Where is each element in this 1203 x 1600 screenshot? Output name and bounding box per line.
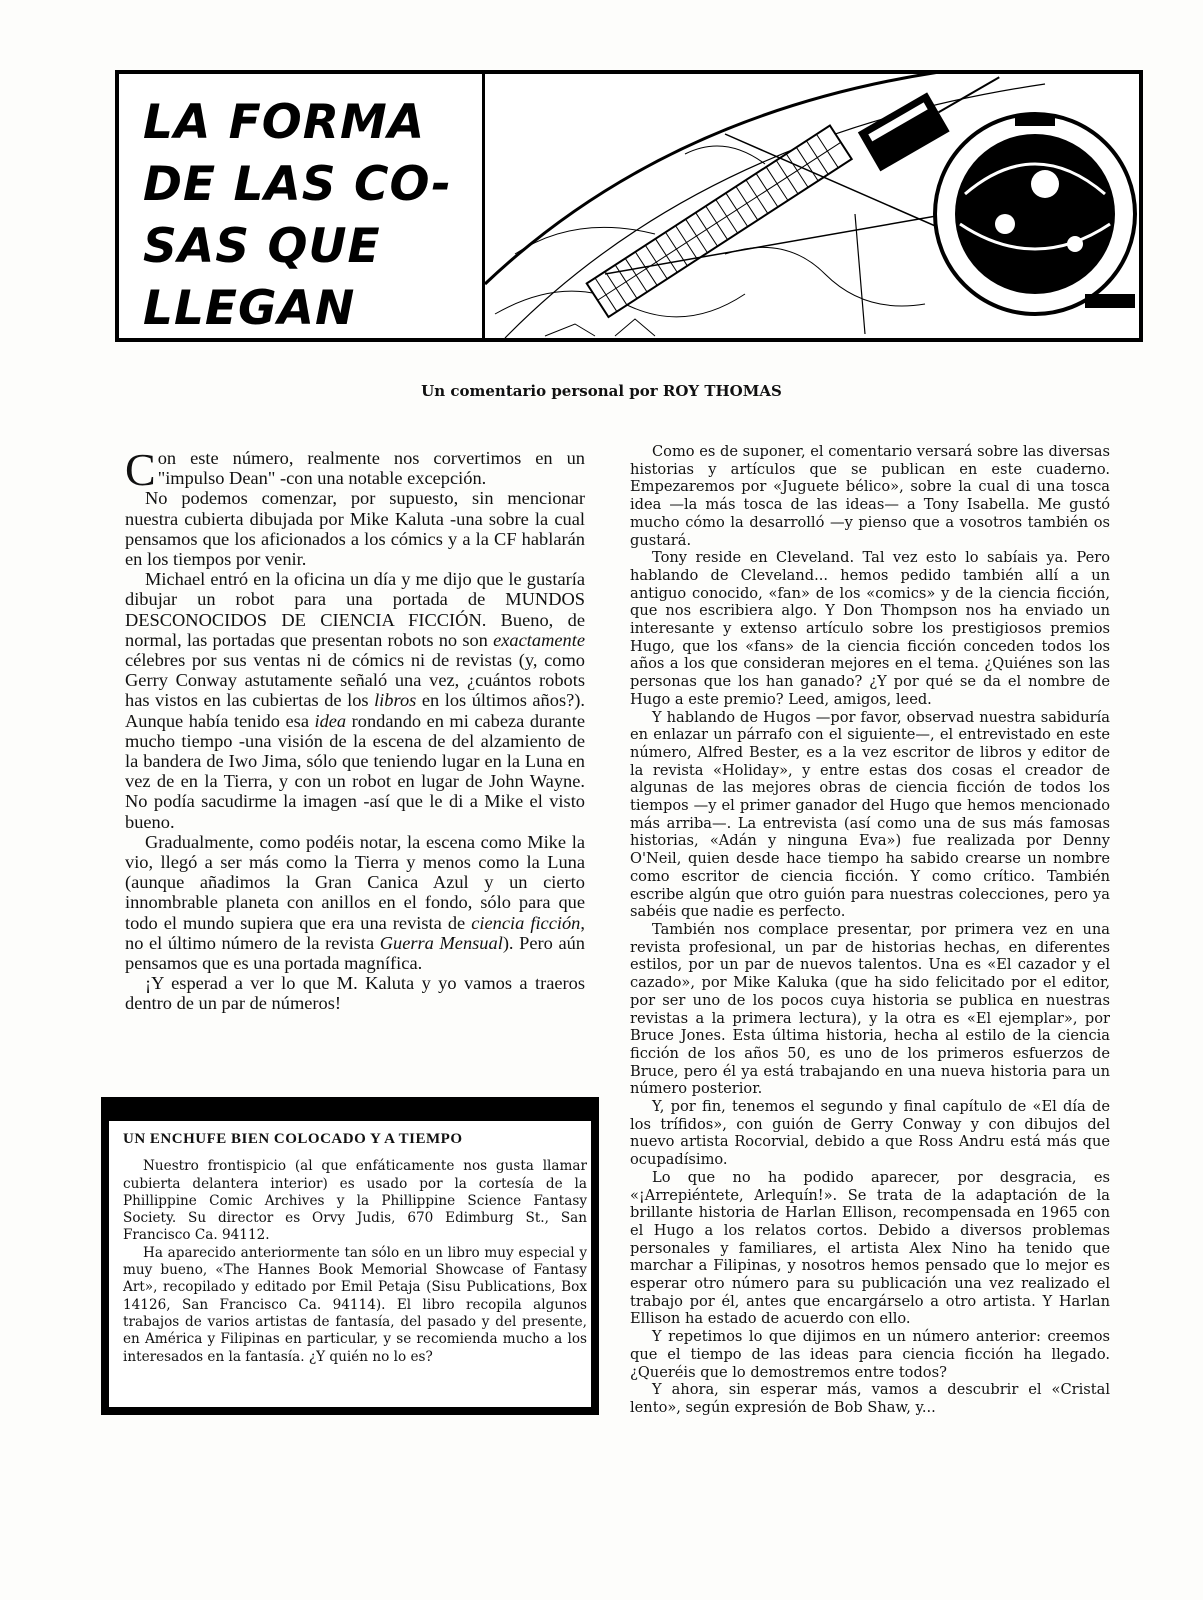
emphasis: libros: [374, 690, 417, 711]
article-title: [119, 74, 485, 338]
paragraph: Tony reside en Cleveland. Tal vez esto lo sabíais ya. Pero hablando de Cleveland... hemos pedido también allí a un antiguo conocido, «fan» de los «comics» y de la ciencia ficción, que nos escribiera algo. Y Don Thompson nos ha enviado un interesante y extenso artículo sobre los prestigiosos premios Hugo, que los «fans» de la ciencia ficción conceden todos los años a los que consideran mejores en el tema. ¿Quiénes son las personas que los han ganado? ¿Y por qué se da el nombre de Hugo a este premio? Leed, amigos, leed.: [630, 549, 1110, 708]
paragraph: [125, 569, 585, 832]
paragraph: Lo que no ha podido aparecer, por desgracia, es «¡Arrepiéntete, Arlequín!». Se trata de la adaptación de la brillante historia de Harlan Ellison, recompensada en 1965 con el Hugo a los relatos cortos. Debido a diversos problemas personales y familiares, el artista Alex Nino ha tenido que marchar a Filipinas, y nosotros hemos pensado que lo mejor es esperar otro número para su publicación una vez realizado el trabajo por él, antes que encargárselo a otro artista. Y Harlan Ellison ha estado de acuerdo con ello.: [630, 1168, 1110, 1328]
title-line: DE LAS CO-: [143, 157, 452, 212]
emphasis: idea: [314, 710, 347, 731]
paragraph-text: Michael entró en la oficina un día y me dijo que le gustaría dibujar un robot para una portada de MUNDOS DESCONOCIDOS DE CIENCIA FICCIÓN. Bueno, de normal, las portadas que presentan robots no son: [125, 569, 585, 650]
sidebar-box-title: UN ENCHUFE BIEN COLOCADO Y A TIEMPO: [123, 1131, 463, 1147]
sidebar-box-content: [109, 1121, 591, 1407]
paragraph: Como es de suponer, el comentario versará sobre las diversas historias y artículos que se publican en este cuaderno. Empezaremos por «Juguete bélico», sobre la cual di una tosca idea —la más tosca de las ideas— a Tony Isabella. Me gustó mucho cómo la desarrolló —y pienso que a vosotros también os gustará.: [630, 443, 1110, 549]
sidebar-box: [101, 1097, 599, 1415]
emphasis: exactamente: [493, 629, 585, 650]
paragraph: [125, 444, 585, 495]
emphasis: Guerra Mensual: [379, 932, 503, 953]
title-line: LA FORMA: [143, 95, 426, 150]
paragraph: Y, por fin, tenemos el segundo y final capítulo de «El día de los trífidos», con guión de Gerry Conway y con dibujos del nuevo artista Rocorvial, debido a que Ross Andru está más que ocupadísimo.: [630, 1098, 1110, 1169]
drop-cap: C: [125, 444, 156, 495]
title-line: SAS QUE: [143, 219, 381, 274]
paragraph: Y ahora, sin esperar más, vamos a descubrir el «Cristal lento», según expresión de Bob Shaw, y...: [630, 1381, 1110, 1416]
left-column: [125, 444, 585, 1014]
paragraph-text: célebres por sus ventas ni de cómics ni de revistas (y, como Gerry Conway astutamente señaló una vez, ¿cuántos robots has vistos en las cubiertas de los: [125, 650, 585, 711]
paragraph: Ha aparecido anteriormente tan sólo en un libro muy especial y muy bueno, «The Hannes Book Memorial Showcase of Fantasy Art», recopilado y editado por Emil Petaja (Sisu Publications, Box 14126, San Francisco Ca. 94114). El libro recopila algunos trabajos de varios artistas de fantasía, del pasado y del presente, en América y Filipinas en particular, y se recomienda mucho a los interesados en la fantasía. ¿Y quién no lo es?: [123, 1244, 587, 1365]
paragraph: No podemos comenzar, por supuesto, sin mencionar nuestra cubierta dibujada por Mike Kaluta -una sobre la cual pensamos que los aficionados a los cómics y a la CF hablarán en los tiempos por venir.: [125, 488, 585, 570]
paragraph: Nuestro frontispicio (al que enfáticamente nos gusta llamar cubierta delantera interior) es usado por la cortesía de la Phillippine Comic Archives y la Phillippine Science Fantasy Society. Su director es Orvy Judis, 670 Edimburg St., San Francisco Ca. 94112.: [123, 1158, 587, 1244]
emphasis: ciencia ficción: [471, 912, 581, 933]
paragraph-text: ). Pero aún pensamos que es una portada magnífica.: [125, 932, 585, 974]
byline: Un comentario personal por ROY THOMAS: [421, 382, 782, 400]
paragraph: También nos complace presentar, por primera vez en una revista profesional, un par de historias hechas, en diferentes estilos, por un par de nuevos talentos. Una es «El cazador y el cazado», por Mike Kaluka (que ha sido felicitado por el editor, por ser uno de los pocos cuya historia se publica en nuestras revistas a la primera lectura), y la otra es «El ejemplar», por Bruce Jones. Esta última historia, hecha al estilo de la ciencia ficción de los años 50, es uno de los primeros esfuerzos de Bruce, pero él ya está trabajando en una nueva historia para un número posterior.: [630, 920, 1110, 1098]
paragraph: Y repetimos lo que dijimos en un número anterior: creemos que el tiempo de las ideas para ciencia ficción ha llegado. ¿Queréis que lo demostremos entre todos?: [630, 1328, 1110, 1381]
paragraph-text: en los últimos años?). Aunque había tenido esa: [125, 690, 585, 731]
space-station-illustration: [485, 74, 1139, 338]
paragraph: [125, 832, 585, 973]
paragraph-text: on este número, realmente nos corvertimos en un "impulso Dean" -con una notable excepción.: [157, 448, 585, 489]
title-line: LLEGAN: [143, 281, 356, 336]
paragraph-text: Gradualmente, como podéis notar, la escena como Mike la vio, llegó a ser más como la Tierra y menos como la Luna (aunque añadimos la Gran Canica Azul y un cierto innombrable planeta con anillos en el fondo, sólo para que todo el mundo supiera que era una revista de: [125, 831, 585, 933]
paragraph-text: rondando en mi cabeza durante mucho tiempo -una visión de la escena de del alzamiento de la bandera de Iwo Jima, sólo que teniendo lugar en la Luna en vez de en la Tierra, y con un robot en lugar de John Wayne. No podía sacudirme la imagen -así que le di a Mike el visto bueno.: [125, 710, 585, 832]
paragraph: Y hablando de Hugos —por favor, observad nuestra sabiduría en enlazar un párrafo con el siguiente—, el entrevistado en este número, Alfred Bester, es a la vez escritor de libros y editor de la revista «Holiday», y entre estas dos cosas el creador de algunas de las mejores obras de ciencia ficción de todos los tiempos —y el primer ganador del Hugo que hemos mencionado más arriba—. La entrevista (así como una de sus más famosas historias, «Adán y ninguna Eva») fue realizada por Denny O'Neil, quien desde hace tiempo ha sabido crearse un nombre como escritor de ciencia ficción. Y como crítico. También escribe algún que otro guión para nuestras colecciones, pero ya sabéis que nadie es perfecto.: [630, 708, 1110, 921]
right-column: [630, 443, 1110, 1417]
article-header: [115, 70, 1143, 342]
paragraph-text: , no el último número de la revista: [125, 912, 585, 953]
paragraph: ¡Y esperad a ver lo que M. Kaluta y yo vamos a traeros dentro de un par de números!: [125, 973, 585, 1014]
